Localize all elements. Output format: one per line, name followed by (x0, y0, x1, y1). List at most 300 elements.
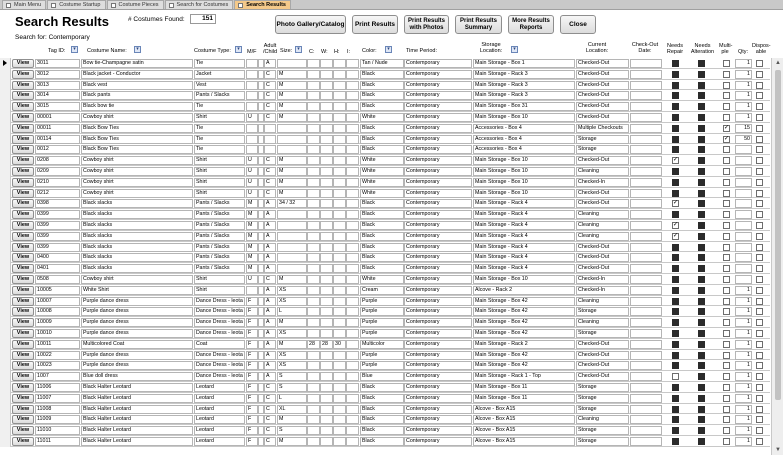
cell-tag[interactable]: 3011 (35, 59, 80, 68)
checkbox-alter[interactable] (698, 114, 705, 121)
cell-w[interactable] (320, 307, 333, 316)
cell-name[interactable]: Black slacks (81, 253, 193, 262)
checkbox-repair[interactable] (672, 416, 679, 423)
cell-tag[interactable]: 10010 (35, 329, 80, 338)
checkbox-disposable[interactable] (756, 71, 763, 78)
cell-type[interactable]: Dance Dress - leota (194, 297, 245, 306)
cell-ac[interactable]: A (264, 253, 276, 262)
cell-period[interactable]: Contemporary (404, 264, 472, 273)
cell-c[interactable] (307, 394, 320, 403)
view-button[interactable]: View (12, 232, 34, 241)
cell-current[interactable]: Checked-Out (576, 113, 629, 122)
checkbox-repair[interactable] (672, 179, 679, 186)
cell-h[interactable] (333, 437, 346, 446)
cell-h[interactable] (333, 81, 346, 90)
cell-type[interactable]: Pants / Slacks (194, 243, 245, 252)
cell-tag[interactable]: 3013 (35, 81, 80, 90)
cell-type[interactable]: Leotard (194, 415, 245, 424)
cell-storage[interactable]: Main Storage - Box 10 (473, 275, 575, 284)
cell-ac[interactable]: C (264, 437, 276, 446)
cell-date[interactable] (630, 124, 662, 133)
cell-mf[interactable]: F (246, 415, 258, 424)
checkbox-repair[interactable] (672, 157, 679, 164)
view-button[interactable]: View (12, 415, 34, 424)
cell-mf[interactable]: F (246, 394, 258, 403)
checkbox-multi[interactable] (723, 384, 730, 391)
cell-current[interactable]: Storage (576, 307, 629, 316)
cell-qty[interactable] (735, 253, 752, 262)
cell-tag[interactable]: 10007 (35, 297, 80, 306)
cell-mf[interactable]: M (246, 199, 258, 208)
cell-c[interactable] (307, 156, 320, 165)
cell-color[interactable]: White (360, 275, 404, 284)
cell-type[interactable]: Vest (194, 81, 245, 90)
cell-h[interactable] (333, 394, 346, 403)
cell-size[interactable] (277, 59, 307, 68)
cell-size[interactable] (277, 243, 307, 252)
cell-tag[interactable]: 00011 (35, 124, 80, 133)
cell-date[interactable] (630, 415, 662, 424)
cell-mf[interactable]: F (246, 307, 258, 316)
record-selector[interactable] (0, 371, 11, 382)
cell-type[interactable]: Leotard (194, 426, 245, 435)
checkbox-repair[interactable] (672, 254, 679, 261)
cell-storage[interactable]: Alcove - Box A15 (473, 415, 575, 424)
cell-size[interactable]: M (277, 102, 307, 111)
cell-color[interactable]: Black (360, 124, 404, 133)
cell-i[interactable] (346, 340, 359, 349)
checkbox-multi[interactable] (723, 233, 730, 240)
cell-name[interactable]: Cowboy shirt (81, 156, 193, 165)
cell-current[interactable]: Cleaning (576, 415, 629, 424)
cell-qty[interactable]: 1 (735, 81, 752, 90)
cell-storage[interactable]: Main Storage - Rack 4 (473, 264, 575, 273)
cell-size[interactable]: 34 / 32 (277, 199, 307, 208)
cell-w[interactable] (320, 221, 333, 230)
cell-type[interactable]: Tie (194, 135, 245, 144)
cell-period[interactable]: Contemporary (404, 167, 472, 176)
cell-type[interactable]: Jacket (194, 70, 245, 79)
cell-name[interactable]: Cowboy shirt (81, 189, 193, 198)
view-button[interactable]: View (12, 383, 34, 392)
cell-h[interactable] (333, 113, 346, 122)
cell-date[interactable] (630, 91, 662, 100)
cell-type[interactable]: Pants / Slacks (194, 253, 245, 262)
cell-tag[interactable]: 00114 (35, 135, 80, 144)
cell-ac[interactable]: C (264, 394, 276, 403)
checkbox-alter[interactable] (698, 308, 705, 315)
cell-name[interactable]: Cowboy shirt (81, 275, 193, 284)
checkbox-multi[interactable] (723, 103, 730, 110)
cell-tag[interactable]: 11008 (35, 405, 80, 414)
cell-w[interactable] (320, 70, 333, 79)
cell-size[interactable]: M (277, 70, 307, 79)
cell-type[interactable]: Pants / Slacks (194, 210, 245, 219)
cell-qty[interactable] (735, 199, 752, 208)
cell-h[interactable] (333, 189, 346, 198)
view-button[interactable]: View (12, 167, 34, 176)
cell-name[interactable]: Cowboy shirt (81, 178, 193, 187)
cell-name[interactable]: Black Halter Leotard (81, 437, 193, 446)
checkbox-alter[interactable] (698, 200, 705, 207)
cell-i[interactable] (346, 405, 359, 414)
checkbox-alter[interactable] (698, 406, 705, 413)
cell-tag[interactable]: 3014 (35, 91, 80, 100)
view-button[interactable]: View (12, 178, 34, 187)
cell-mf[interactable]: F (246, 426, 258, 435)
cell-date[interactable] (630, 167, 662, 176)
cell-date[interactable] (630, 189, 662, 198)
sort-color-icon[interactable]: ▾ (385, 46, 392, 53)
cell-type[interactable]: Shirt (194, 178, 245, 187)
view-button[interactable]: View (12, 405, 34, 414)
record-selector[interactable] (0, 274, 11, 285)
cell-size[interactable]: M (277, 91, 307, 100)
cell-period[interactable]: Contemporary (404, 318, 472, 327)
cell-ac[interactable]: A (264, 199, 276, 208)
cell-i[interactable] (346, 426, 359, 435)
cell-qty[interactable]: 1 (735, 297, 752, 306)
record-selector[interactable] (0, 58, 11, 69)
cell-storage[interactable]: Main Storage - Rack 4 (473, 199, 575, 208)
cell-current[interactable]: Cleaning (576, 210, 629, 219)
cell-current[interactable]: Checked-Out (576, 199, 629, 208)
cell-current[interactable]: Storage (576, 394, 629, 403)
tab-costume-startup[interactable] (47, 0, 105, 9)
checkbox-repair[interactable] (672, 384, 679, 391)
checkbox-alter[interactable] (698, 384, 705, 391)
cell-w[interactable] (320, 383, 333, 392)
view-button[interactable]: View (12, 264, 34, 273)
cell-date[interactable] (630, 351, 662, 360)
checkbox-repair[interactable] (672, 373, 679, 380)
checkbox-repair[interactable] (672, 168, 679, 175)
checkbox-alter[interactable] (698, 211, 705, 218)
cell-c[interactable] (307, 361, 320, 370)
checkbox-alter[interactable] (698, 157, 705, 164)
cell-current[interactable]: Cleaning (576, 297, 629, 306)
checkbox-alter[interactable] (698, 438, 705, 445)
cell-c[interactable] (307, 405, 320, 414)
view-button[interactable]: View (12, 253, 34, 262)
cell-h[interactable] (333, 351, 346, 360)
checkbox-disposable[interactable] (756, 222, 763, 229)
cell-date[interactable] (630, 383, 662, 392)
cell-tag[interactable]: 0209 (35, 167, 80, 176)
cell-current[interactable]: Cleaning (576, 167, 629, 176)
cell-storage[interactable]: Main Storage - Rack 4 (473, 210, 575, 219)
record-selector[interactable] (0, 242, 11, 253)
checkbox-disposable[interactable] (756, 384, 763, 391)
tab-main-menu[interactable] (2, 0, 46, 9)
cell-period[interactable]: Contemporary (404, 113, 472, 122)
checkbox-alter[interactable] (698, 287, 705, 294)
cell-i[interactable] (346, 383, 359, 392)
cell-color[interactable]: Multicolor (360, 340, 404, 349)
cell-current[interactable]: Checked-Out (576, 351, 629, 360)
cell-storage[interactable]: Main Storage - Box 42 (473, 297, 575, 306)
cell-period[interactable]: Contemporary (404, 394, 472, 403)
cell-tag[interactable]: 3012 (35, 70, 80, 79)
cell-ac[interactable]: A (264, 297, 276, 306)
checkbox-multi[interactable] (723, 373, 730, 380)
cell-name[interactable]: Black Halter Leotard (81, 426, 193, 435)
checkbox-multi[interactable] (723, 125, 730, 132)
cell-ac[interactable]: A (264, 372, 276, 381)
cell-h[interactable] (333, 307, 346, 316)
sort-tag-id-icon[interactable]: ▾ (71, 46, 78, 53)
cell-date[interactable] (630, 113, 662, 122)
cell-w[interactable] (320, 297, 333, 306)
cell-period[interactable]: Contemporary (404, 81, 472, 90)
cell-mf[interactable]: U (246, 189, 258, 198)
checkbox-alter[interactable] (698, 254, 705, 261)
cell-tag[interactable]: 1007 (35, 372, 80, 381)
cell-ac[interactable]: A (264, 286, 276, 295)
cell-c[interactable] (307, 351, 320, 360)
view-button[interactable]: View (12, 372, 34, 381)
checkbox-multi[interactable] (723, 319, 730, 326)
checkbox-repair[interactable] (672, 211, 679, 218)
cell-mf[interactable]: U (246, 178, 258, 187)
cell-type[interactable]: Pants / Slacks (194, 199, 245, 208)
cell-tag[interactable]: 0398 (35, 199, 80, 208)
cell-tag[interactable]: 0508 (35, 275, 80, 284)
checkbox-repair[interactable] (672, 82, 679, 89)
cell-size[interactable]: M (277, 415, 307, 424)
cell-h[interactable] (333, 59, 346, 68)
tab-costume-pieces[interactable] (107, 0, 164, 9)
cell-period[interactable]: Contemporary (404, 124, 472, 133)
checkbox-disposable[interactable] (756, 103, 763, 110)
cell-period[interactable]: Contemporary (404, 221, 472, 230)
cell-type[interactable]: Pants / Slacks (194, 232, 245, 241)
cell-period[interactable]: Contemporary (404, 340, 472, 349)
cell-type[interactable]: Dance Dress - leota (194, 361, 245, 370)
cell-storage[interactable]: Accessories - Box 4 (473, 145, 575, 154)
cell-name[interactable]: Black pants (81, 91, 193, 100)
record-selector[interactable] (0, 198, 11, 209)
checkbox-disposable[interactable] (756, 179, 763, 186)
cell-h[interactable] (333, 297, 346, 306)
cell-name[interactable]: Purple dance dress (81, 351, 193, 360)
cell-c[interactable] (307, 102, 320, 111)
cell-mf[interactable]: F (246, 297, 258, 306)
checkbox-repair[interactable] (672, 362, 679, 369)
cell-type[interactable]: Leotard (194, 437, 245, 446)
cell-ac[interactable]: A (264, 307, 276, 316)
cell-period[interactable]: Contemporary (404, 145, 472, 154)
cell-w[interactable] (320, 437, 333, 446)
cell-type[interactable]: Dance Dress - leota (194, 329, 245, 338)
cell-size[interactable] (277, 232, 307, 241)
cell-h[interactable] (333, 415, 346, 424)
cell-w[interactable] (320, 243, 333, 252)
cell-qty[interactable] (735, 275, 752, 284)
record-selector[interactable] (0, 328, 11, 339)
cell-color[interactable]: White (360, 189, 404, 198)
cell-tag[interactable]: 0401 (35, 264, 80, 273)
cell-name[interactable]: Black slacks (81, 243, 193, 252)
cell-ac[interactable]: A (264, 221, 276, 230)
cell-name[interactable]: Black slacks (81, 221, 193, 230)
cell-ac[interactable]: C (264, 275, 276, 284)
cell-i[interactable] (346, 329, 359, 338)
cell-type[interactable]: Dance Dress - leota (194, 351, 245, 360)
cell-h[interactable] (333, 167, 346, 176)
cell-c[interactable] (307, 199, 320, 208)
cell-ac[interactable]: C (264, 156, 276, 165)
sort-storage-icon[interactable]: ▾ (511, 46, 518, 53)
cell-date[interactable] (630, 70, 662, 79)
cell-mf[interactable]: F (246, 340, 258, 349)
checkbox-alter[interactable] (698, 233, 705, 240)
cell-date[interactable] (630, 210, 662, 219)
cell-i[interactable] (346, 275, 359, 284)
checkbox-multi[interactable] (723, 308, 730, 315)
view-button[interactable]: View (12, 275, 34, 284)
cell-ac[interactable]: C (264, 81, 276, 90)
cell-c[interactable] (307, 189, 320, 198)
cell-date[interactable] (630, 156, 662, 165)
cell-c[interactable] (307, 91, 320, 100)
cell-w[interactable] (320, 91, 333, 100)
cell-type[interactable]: Leotard (194, 405, 245, 414)
cell-qty[interactable] (735, 221, 752, 230)
checkbox-multi[interactable] (723, 438, 730, 445)
cell-size[interactable]: M (277, 156, 307, 165)
cell-color[interactable]: Purple (360, 351, 404, 360)
cell-name[interactable]: Black vest (81, 81, 193, 90)
cell-date[interactable] (630, 232, 662, 241)
cell-type[interactable]: Leotard (194, 394, 245, 403)
cell-i[interactable] (346, 167, 359, 176)
checkbox-repair[interactable] (672, 200, 679, 207)
cell-c[interactable] (307, 167, 320, 176)
cell-i[interactable] (346, 135, 359, 144)
cell-qty[interactable]: 1 (735, 286, 752, 295)
cell-tag[interactable]: 0208 (35, 156, 80, 165)
checkbox-disposable[interactable] (756, 114, 763, 121)
cell-size[interactable] (277, 135, 307, 144)
cell-ac[interactable]: C (264, 383, 276, 392)
cell-w[interactable] (320, 318, 333, 327)
checkbox-multi[interactable] (723, 330, 730, 337)
cell-w[interactable] (320, 145, 333, 154)
cell-color[interactable]: Purple (360, 307, 404, 316)
cell-storage[interactable]: Main Storage - Rack 2 (473, 340, 575, 349)
cell-current[interactable]: Cleaning (576, 221, 629, 230)
checkbox-multi[interactable] (723, 341, 730, 348)
checkbox-disposable[interactable] (756, 287, 763, 294)
checkbox-disposable[interactable] (756, 92, 763, 99)
cell-qty[interactable] (735, 264, 752, 273)
cell-storage[interactable]: Alcove - Box A15 (473, 405, 575, 414)
cell-mf[interactable]: M (246, 210, 258, 219)
cell-w[interactable] (320, 361, 333, 370)
record-selector[interactable] (0, 220, 11, 231)
cell-c[interactable] (307, 221, 320, 230)
cell-current[interactable]: Storage (576, 383, 629, 392)
cell-tag[interactable]: 3015 (35, 102, 80, 111)
cell-name[interactable]: Black jacket - Conductor (81, 70, 193, 79)
cell-current[interactable]: Cleaning (576, 232, 629, 241)
scroll-down-icon[interactable]: ▼ (775, 447, 781, 453)
cell-qty[interactable]: 1 (735, 340, 752, 349)
cell-date[interactable] (630, 59, 662, 68)
checkbox-disposable[interactable] (756, 298, 763, 305)
cell-type[interactable]: Dance Dress - leota (194, 372, 245, 381)
cell-storage[interactable]: Alcove - Rack 2 (473, 286, 575, 295)
checkbox-repair[interactable] (672, 395, 679, 402)
record-selector[interactable] (0, 263, 11, 274)
cell-date[interactable] (630, 318, 662, 327)
checkbox-disposable[interactable] (756, 200, 763, 207)
cell-storage[interactable]: Main Storage - Box 31 (473, 102, 575, 111)
cell-color[interactable]: Black (360, 437, 404, 446)
cell-c[interactable] (307, 70, 320, 79)
cell-period[interactable]: Contemporary (404, 415, 472, 424)
cell-size[interactable]: M (277, 437, 307, 446)
cell-name[interactable]: Purple dance dress (81, 307, 193, 316)
cell-qty[interactable]: 1 (735, 361, 752, 370)
view-button[interactable]: View (12, 243, 34, 252)
scroll-up-icon[interactable]: ▲ (775, 60, 781, 66)
checkbox-multi[interactable] (723, 136, 730, 143)
cell-current[interactable]: Checked-Out (576, 340, 629, 349)
checkbox-multi[interactable] (723, 82, 730, 89)
checkbox-alter[interactable] (698, 179, 705, 186)
cell-name[interactable]: Blue doll dress (81, 372, 193, 381)
cell-ac[interactable]: A (264, 361, 276, 370)
cell-c[interactable] (307, 372, 320, 381)
cell-h[interactable] (333, 221, 346, 230)
cell-ac[interactable]: A (264, 351, 276, 360)
cell-name[interactable]: Black Halter Leotard (81, 394, 193, 403)
cell-mf[interactable]: F (246, 361, 258, 370)
cell-color[interactable]: Black (360, 383, 404, 392)
view-button[interactable]: View (12, 102, 34, 111)
cell-color[interactable]: Black (360, 243, 404, 252)
cell-mf[interactable] (246, 81, 258, 90)
cell-storage[interactable]: Main Storage - Rack 1 - Top (473, 372, 575, 381)
cell-date[interactable] (630, 243, 662, 252)
checkbox-alter[interactable] (698, 168, 705, 175)
cell-period[interactable]: Contemporary (404, 437, 472, 446)
cell-tag[interactable]: 0399 (35, 243, 80, 252)
record-selector[interactable] (0, 123, 11, 134)
cell-storage[interactable]: Main Storage - Box 10 (473, 113, 575, 122)
cell-color[interactable]: Black (360, 81, 404, 90)
cell-color[interactable]: White (360, 113, 404, 122)
cell-storage[interactable]: Main Storage - Rack 4 (473, 221, 575, 230)
cell-i[interactable] (346, 59, 359, 68)
checkbox-alter[interactable] (698, 373, 705, 380)
cell-color[interactable]: White (360, 178, 404, 187)
cell-tag[interactable]: 10005 (35, 286, 80, 295)
cell-date[interactable] (630, 426, 662, 435)
cell-i[interactable] (346, 394, 359, 403)
cell-c[interactable] (307, 275, 320, 284)
cell-w[interactable] (320, 124, 333, 133)
record-selector[interactable] (0, 296, 11, 307)
cell-storage[interactable]: Main Storage - Box 11 (473, 383, 575, 392)
cell-ac[interactable]: A (264, 264, 276, 273)
cell-tag[interactable]: 11010 (35, 426, 80, 435)
cell-color[interactable]: Black (360, 145, 404, 154)
cell-color[interactable]: Black (360, 102, 404, 111)
cell-date[interactable] (630, 340, 662, 349)
